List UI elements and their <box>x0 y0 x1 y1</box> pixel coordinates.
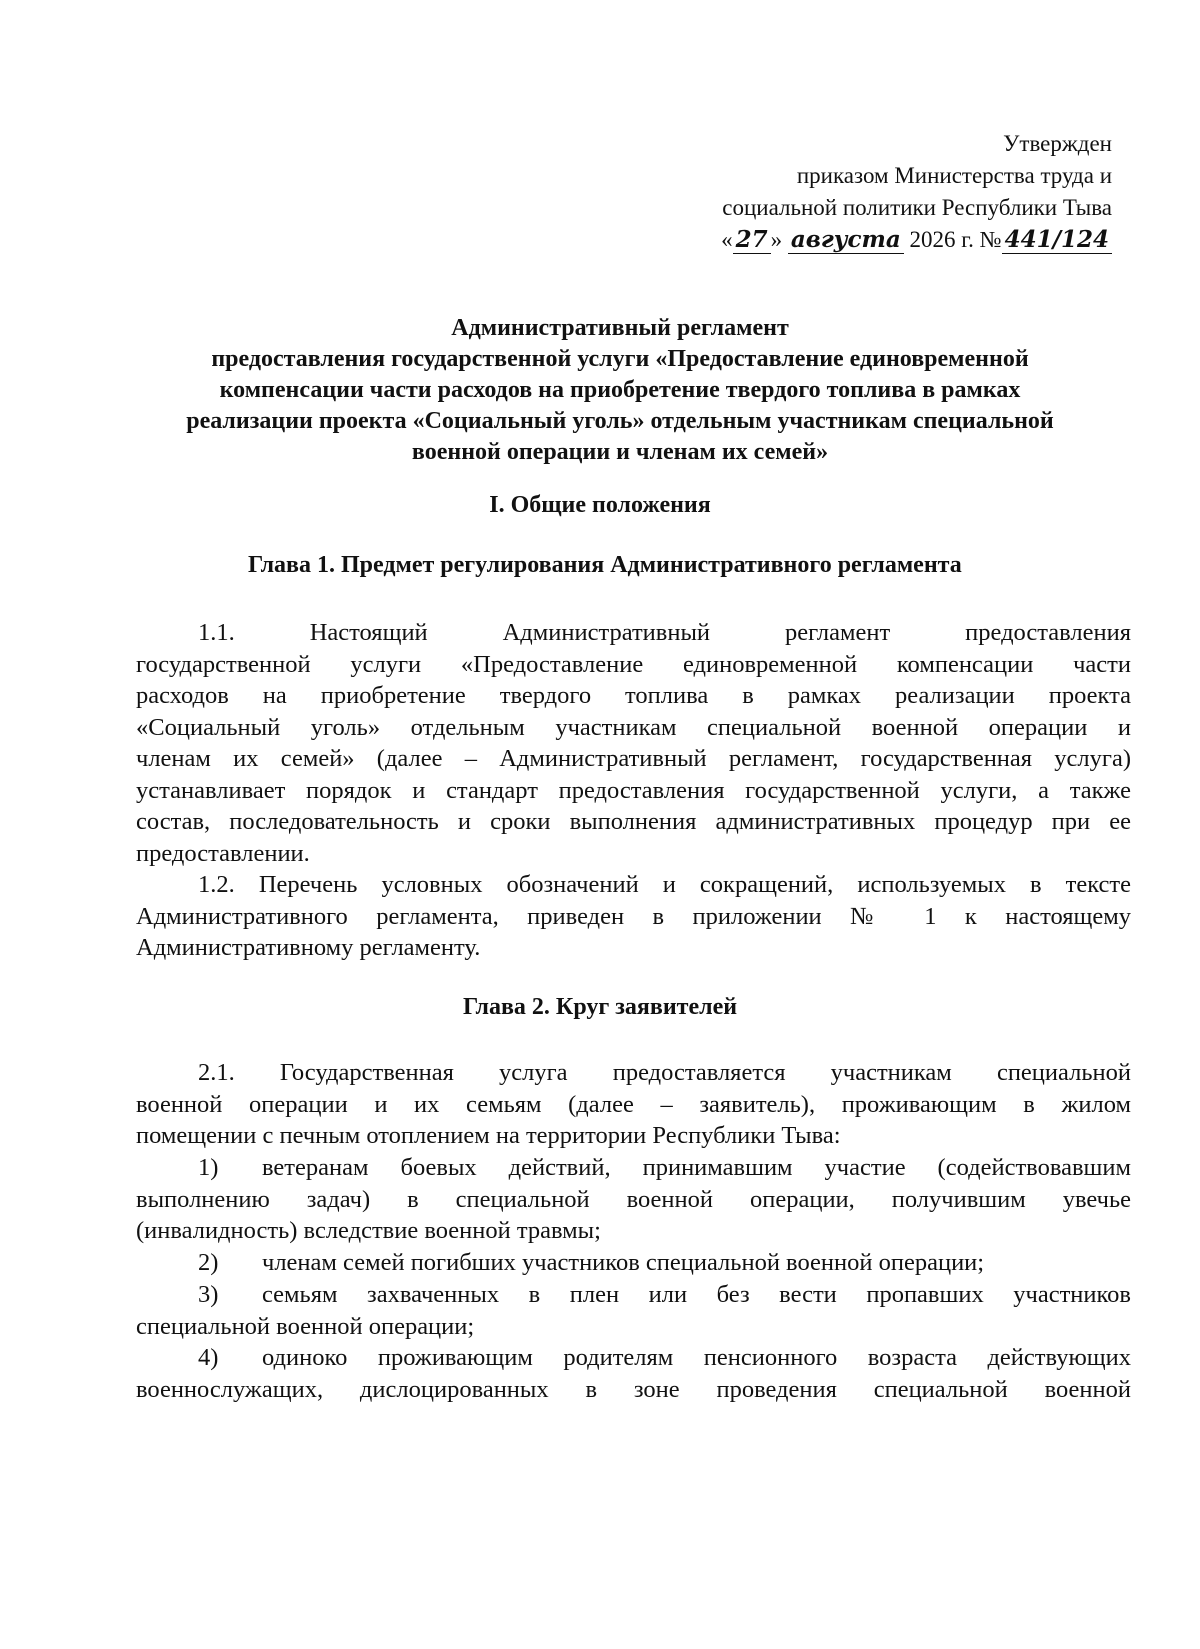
paragraph-line: состав, последовательность и сроки выполнения административных процедур при ее <box>136 808 1131 835</box>
title-line-1: Административный регламент <box>451 315 789 341</box>
list-item <box>136 1247 1131 1279</box>
list-item <box>136 1152 1131 1247</box>
paragraph-line: выполнению задач) в специальной военной операции, получившим увечье <box>136 1185 1131 1213</box>
chapter-2-heading: Глава 2. Круг заявителей <box>462 994 738 1020</box>
date-close-quote: » <box>770 227 783 252</box>
paragraph-line: помещении с печным отоплением на территории Республики Тыва: <box>136 1122 841 1149</box>
paragraph-line: 1.1. Настоящий Административный регламент предоставления <box>198 619 1131 646</box>
item-text: ветеранам боевых действий, принимавшим участие (содействовавшим <box>262 1154 1131 1181</box>
date-year-label: 2026 г. № <box>909 227 1002 252</box>
paragraph-2-1 <box>136 1057 1131 1152</box>
list-item <box>136 1342 1131 1405</box>
paragraph-line: Административного регламента, приведен в приложении № 1 к настоящему <box>136 902 1131 930</box>
item-text: одиноко проживающим родителям пенсионного возраста действующих <box>262 1344 1131 1371</box>
title-line-3: компенсации части расходов на приобретение твердого топлива в рамках <box>219 377 1021 403</box>
title-line-5: военной операции и членам их семей» <box>411 439 829 465</box>
paragraph-1-1 <box>136 617 1131 869</box>
paragraph-line: членам их семей» (далее – Административный регламент, государственная услуга) <box>136 745 1131 772</box>
paragraph-line: устанавливает порядок и стандарт предоставления государственной услуги, а также <box>136 776 1131 804</box>
handwritten-month: августа <box>788 227 904 254</box>
paragraph-line: государственной услуги «Предоставление единовременной компенсации части <box>136 650 1131 678</box>
list-item <box>136 1279 1131 1342</box>
paragraph-line <box>136 1152 1131 1184</box>
item-number: 3) <box>198 1281 219 1308</box>
document-title <box>120 313 1120 468</box>
paragraph-line: (инвалидность) вследствие военной травмы; <box>136 1217 601 1244</box>
item-text: семьям захваченных в плен или без вести пропавших участников <box>262 1281 1131 1308</box>
approval-block <box>721 128 1112 256</box>
approval-line-approved: Утвержден <box>1003 131 1112 156</box>
title-line-4: реализации проекта «Социальный уголь» отдельным участникам специальной <box>186 408 1054 434</box>
handwritten-day: 27 <box>733 227 771 254</box>
paragraph-line: «Социальный уголь» отдельным участникам специальной военной операции и <box>136 713 1131 741</box>
section-heading: I. Общие положения <box>489 492 711 518</box>
paragraph-1-2 <box>136 869 1131 964</box>
handwritten-doc-number: 441/124 <box>1002 227 1112 254</box>
paragraph-line: предоставлении. <box>136 839 310 867</box>
paragraph-line: 2.1. Государственная услуга предоставляется участникам специальной <box>198 1059 1131 1086</box>
item-text: членам семей погибших участников специальной военной операции; <box>262 1249 985 1276</box>
paragraph-line: Административному регламенту. <box>136 934 481 961</box>
paragraph-line: военной операции и их семьям (далее – заявитель), проживающим в жилом <box>136 1090 1131 1118</box>
paragraph-line: 1.2. Перечень условных обозначений и сокращений, используемых в тексте <box>198 871 1131 898</box>
paragraph-line: расходов на приобретение твердого топлива в рамках реализации проекта <box>136 682 1131 709</box>
approval-line-ministry: социальной политики Республики Тыва <box>722 195 1112 220</box>
item-number: 4) <box>198 1344 219 1371</box>
item-number: 1) <box>198 1154 219 1181</box>
approval-line-order: приказом Министерства труда и <box>796 163 1112 188</box>
title-line-2: предоставления государственной услуги «Предоставление единовременной <box>211 346 1029 372</box>
paragraph-line <box>136 1279 1131 1311</box>
item-number: 2) <box>198 1249 219 1276</box>
approval-date-line <box>721 224 1112 256</box>
chapter-1-heading: Глава 1. Предмет регулирования Административного регламента <box>248 552 962 578</box>
paragraph-line <box>136 1247 1131 1279</box>
date-open-quote: « <box>721 227 733 252</box>
paragraph-line <box>136 1342 1131 1374</box>
paragraph-line: специальной военной операции; <box>136 1312 475 1340</box>
paragraph-line: военнослужащих, дислоцированных в зоне проведения специальной военной <box>136 1375 1131 1403</box>
